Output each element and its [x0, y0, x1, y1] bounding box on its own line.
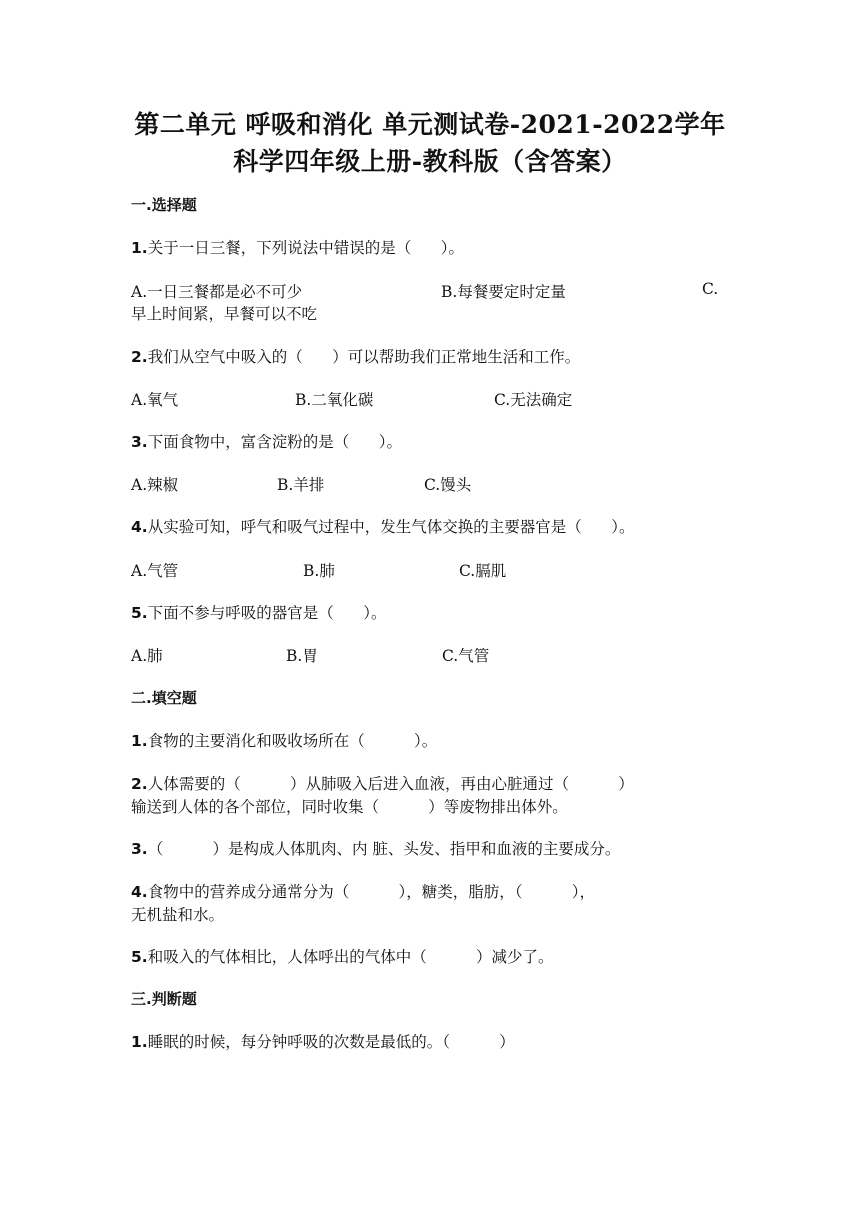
option-b: B.肺	[303, 562, 335, 580]
option-a: A.氧气	[131, 391, 179, 409]
question-mc-1	[131, 236, 464, 258]
question-number: 1.	[131, 1033, 148, 1051]
question-mc-5	[131, 601, 387, 623]
question-number: 4.	[131, 883, 148, 901]
question-fill-3	[131, 837, 620, 859]
option-c: C.馒头	[424, 476, 472, 494]
question-text: 食物中的营养成分通常分为（ ），糖类，脂肪，（ ），	[147, 883, 595, 901]
question-mc-4	[131, 515, 635, 537]
question-text: 和吸入的气体相比，人体呼出的气体中（ ）减少了。	[147, 948, 554, 966]
question-number: 1.	[131, 732, 148, 750]
title-line-2: 科学四年级上册-教科版（含答案）	[233, 147, 627, 176]
section-heading-choice: 一.选择题	[131, 196, 197, 214]
question-number: 5.	[131, 604, 148, 622]
question-text: 关于一日三餐，下列说法中错误的是（ ）。	[147, 239, 465, 257]
option-b: B.胃	[286, 647, 318, 665]
question-number: 2.	[131, 775, 148, 793]
question-number: 3.	[131, 433, 148, 451]
option-b: B.每餐要定时定量	[441, 283, 566, 301]
question-text: 睡眠的时候，每分钟呼吸的次数是最低的。（ ）	[147, 1033, 515, 1051]
question-text: 下面食物中，富含淀粉的是（ ）。	[147, 433, 403, 451]
question-fill-2-line-2: 输送到人体的各个部位，同时收集（ ）等废物排出体外。	[131, 798, 568, 816]
option-a: A.辣椒	[131, 476, 179, 494]
question-text: 食物的主要消化和吸收场所在（ ）。	[147, 732, 438, 750]
option-a: A.肺	[131, 647, 163, 665]
option-a: A.气管	[131, 562, 179, 580]
title-line-1: 第二单元 呼吸和消化 单元测试卷-2021-2022学年	[134, 110, 726, 139]
question-text: 从实验可知，呼气和吸气过程中，发生气体交换的主要器官是（ ）。	[147, 518, 635, 536]
question-mc-3	[131, 430, 402, 452]
question-fill-4	[131, 880, 595, 902]
question-number: 3.	[131, 840, 148, 858]
option-c: C.无法确定	[494, 391, 573, 409]
option-c: C.气管	[442, 647, 490, 665]
option-b: B.羊排	[277, 476, 325, 494]
question-number: 1.	[131, 239, 148, 257]
option-c: C.	[702, 280, 719, 298]
question-text: 下面不参与呼吸的器官是（ ）。	[147, 604, 387, 622]
option-c: C.膈肌	[459, 562, 507, 580]
question-number: 5.	[131, 948, 148, 966]
question-number: 2.	[131, 348, 148, 366]
question-text: 我们从空气中吸入的（ ）可以帮助我们正常地生活和工作。	[147, 348, 581, 366]
question-fill-5	[131, 945, 553, 967]
question-fill-2	[131, 772, 634, 794]
option-a: A.一日三餐都是必不可少	[131, 283, 303, 301]
section-heading-fill: 二.填空题	[131, 689, 197, 707]
option-b: B.二氧化碳	[295, 391, 374, 409]
question-judge-1	[131, 1030, 515, 1052]
question-text: 人体需要的（ ）从肺吸入后进入血液，再由心脏通过（ ）	[147, 775, 634, 793]
option-c-text: 早上时间紧，早餐可以不吃	[131, 305, 318, 323]
question-mc-2	[131, 345, 580, 367]
question-fill-4-line-2: 无机盐和水。	[131, 906, 225, 924]
question-text: （ ）是构成人体肌肉、内 脏、头发、指甲和血液的主要成分。	[147, 840, 621, 858]
question-fill-1	[131, 729, 437, 751]
question-number: 4.	[131, 518, 148, 536]
section-heading-judge: 三.判断题	[131, 990, 197, 1008]
